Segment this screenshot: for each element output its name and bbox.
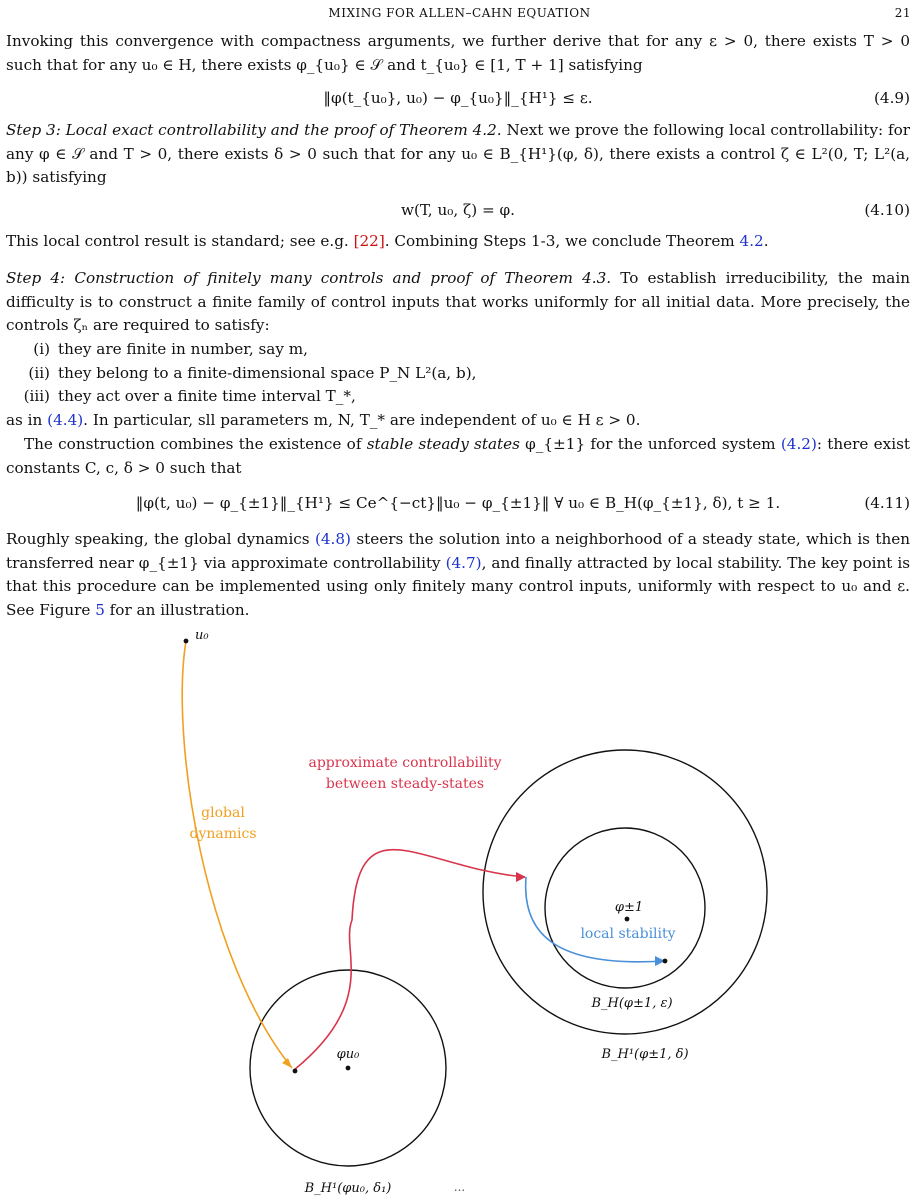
figure-caption-fragment: ... bbox=[453, 1180, 466, 1194]
ball-h-eps-label: B_H(φ±1, ε) bbox=[591, 996, 673, 1011]
theorem-ref-link[interactable]: 4.2 bbox=[739, 232, 764, 250]
list-label: (ii) bbox=[28, 363, 50, 382]
equation-number: (4.11) bbox=[864, 494, 910, 512]
step3-heading: Step 3: Local exact controllability and the proof of Theorem 4.2. bbox=[6, 121, 502, 139]
local-stability-label: local stability bbox=[580, 926, 676, 942]
approx-label-line1: approximate controllability bbox=[308, 755, 502, 771]
text-span: for an illustration. bbox=[104, 600, 250, 619]
emphasis: stable steady states bbox=[366, 435, 520, 453]
step3-text: Next we prove the following local controllability: for any φ ∈ 𝒮 and T > 0, there exists δ > 0 such that for any u₀ ∈ B_{H¹}(φ, δ), there exists a control ζ ∈ L²(0, T; L²(a, b)) satisfying bbox=[6, 121, 910, 187]
approx-controllability-arrowhead bbox=[516, 872, 526, 882]
step4-text: To establish irreducibility, the main difficulty is to construct a finite family of control inputs that works uniformly for all initial data. More precisely, the controls ζₙ are required to satisfy: bbox=[6, 269, 910, 335]
u0-label: u₀ bbox=[195, 628, 209, 643]
phi-u0-point bbox=[346, 1066, 351, 1071]
global-dynamics-arrowhead bbox=[282, 1058, 292, 1068]
equation-ref-link[interactable]: (4.8) bbox=[314, 530, 351, 548]
list-label: (iii) bbox=[23, 387, 50, 406]
endpoint-point bbox=[293, 1069, 298, 1074]
text-span: The construction combines the existence of bbox=[24, 435, 367, 453]
global-label-line1: global bbox=[201, 805, 245, 821]
global-dynamics-curve bbox=[182, 641, 292, 1068]
equation-number: (4.10) bbox=[864, 201, 910, 219]
equation-number: (4.9) bbox=[873, 89, 910, 107]
equation-body: w(T, u₀, ζ) = φ. bbox=[400, 201, 515, 219]
text-span: This local control result is standard; see e.g. bbox=[6, 232, 354, 250]
text-span: steers the solution into a neighborhood of a steady state, which is then transferred near φ_{±1} via approximate controllability bbox=[6, 530, 910, 572]
equation-ref-link[interactable]: (4.2) bbox=[780, 435, 817, 453]
phi-pm1-label: φ±1 bbox=[614, 900, 644, 915]
text-span: φ_{±1} for the unforced system bbox=[519, 435, 781, 453]
approx-controllability-curve bbox=[294, 850, 525, 1070]
equation-ref-link[interactable]: (4.4) bbox=[47, 411, 84, 429]
page-number: 21 bbox=[894, 6, 911, 20]
ball-phi-u0-label: B_H¹(φu₀, δ₁) bbox=[304, 1181, 392, 1196]
text-span: . bbox=[763, 232, 769, 250]
step4-heading: Step 4: Construction of finitely many controls and proof of Theorem 4.3. bbox=[6, 269, 612, 287]
header-title: MIXING FOR ALLEN–CAHN EQUATION bbox=[328, 6, 591, 20]
u0-point bbox=[184, 639, 189, 644]
stable-point bbox=[663, 959, 668, 964]
phi-pm1-point bbox=[625, 917, 630, 922]
text-span: . In particular, sll parameters m, N, T_* are independent of u₀ ∈ H ε > 0. bbox=[83, 411, 641, 429]
text-span: Roughly speaking, the global dynamics bbox=[6, 530, 315, 548]
equation-body: ‖φ(t, u₀) − φ_{±1}‖_{H¹} ≤ Ce^{−ct}‖u₀ − φ_{±1}‖ ∀ u₀ ∈ B_H(φ_{±1}, δ), t ≥ 1. bbox=[135, 494, 781, 512]
global-label-line2: dynamics bbox=[189, 826, 257, 842]
equation-ref-link[interactable]: (4.7) bbox=[445, 553, 482, 572]
approx-label-line2: between steady-states bbox=[325, 776, 485, 792]
phi-u0-label: φu₀ bbox=[336, 1047, 360, 1062]
list-text: they belong to a finite-dimensional space P_N L²(a, b), bbox=[58, 363, 477, 382]
text-span: : there exist constants C, c, δ > 0 such that bbox=[6, 435, 910, 477]
equation-body: ‖φ(t_{u₀}, u₀) − φ_{u₀}‖_{H¹} ≤ ε. bbox=[323, 89, 593, 107]
list-text: they are finite in number, say m, bbox=[58, 340, 308, 358]
ball-h1-delta-label: B_H¹(φ±1, δ) bbox=[601, 1047, 689, 1062]
figure-ref-link[interactable]: 5 bbox=[95, 600, 105, 619]
citation-link[interactable]: [22] bbox=[353, 232, 385, 250]
text-span: as in bbox=[6, 411, 48, 429]
list-label: (i) bbox=[33, 340, 50, 358]
list-text: they act over a finite time interval T_*, bbox=[58, 387, 356, 406]
paragraph-invoking: Invoking this convergence with compactness arguments, we further derive that for any ε > 0, there exists T > 0 such that for any u₀ ∈ H, there exists φ_{u₀} ∈ 𝒮 and t_{u₀} ∈ [1, T + 1] satisfying bbox=[6, 32, 910, 74]
text-span: . Combining Steps 1-3, we conclude Theorem bbox=[384, 232, 740, 250]
text-span: , and finally attracted by local stability. The key point is that this procedure can be implemented using only finitely many control inputs, uniformly with respect to u₀ and ε. See Figure bbox=[6, 553, 910, 619]
